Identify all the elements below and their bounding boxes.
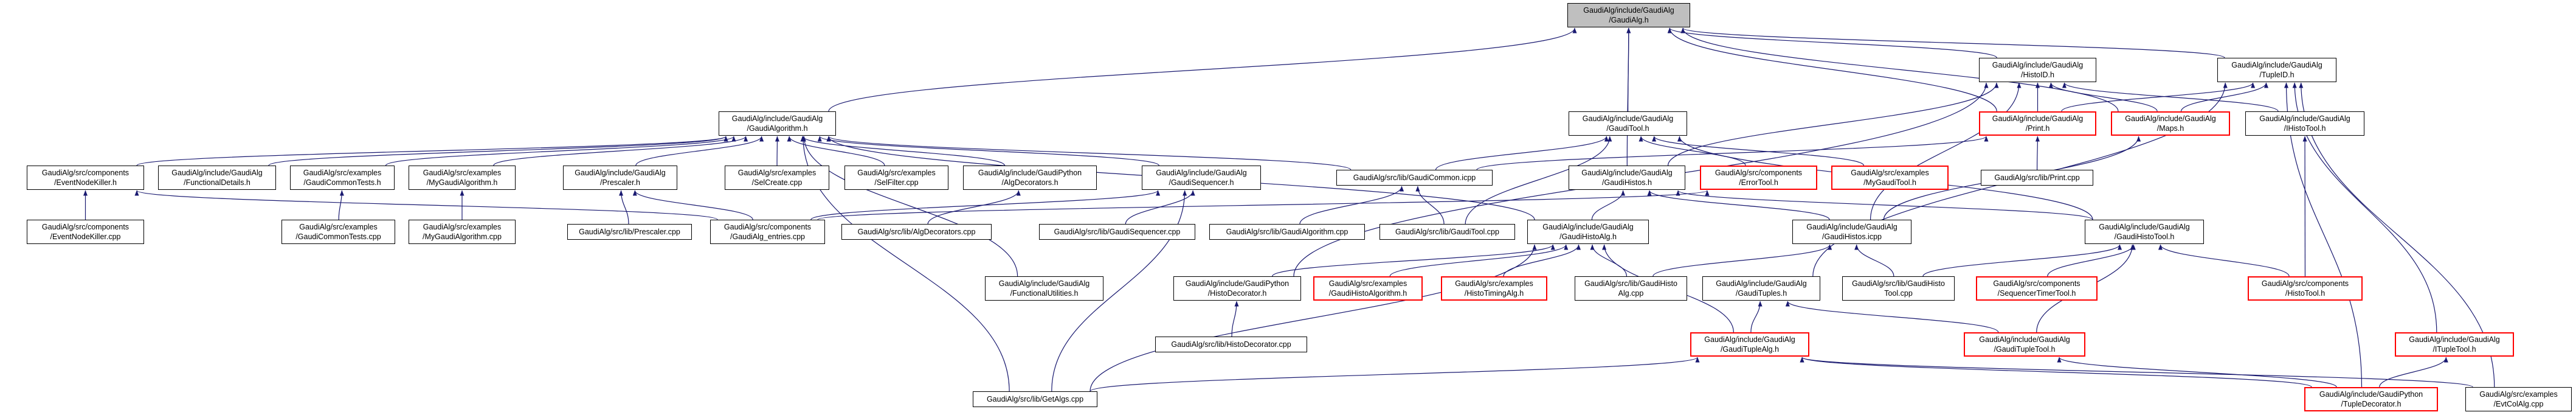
edge-gaudituplealg_h-to-gaudituples_h [1751,301,1760,332]
edge-gaudialg_entries_cpp-to-errortool_h [818,190,1707,220]
graph-node-gaudihistoalgorithm_h[interactable]: GaudiAlg/src/examples /GaudiHistoAlgorithm.h [1313,276,1423,301]
edge-gaudicommon_icpp-to-print_h [1477,136,1986,170]
graph-node-itupletool_h[interactable]: GaudiAlg/include/GaudiAlg /ITupleTool.h [2395,332,2514,357]
edge-gaudihistoalg_cpp-to-gaudihistoalg_h [1592,245,1626,276]
edge-sequencertimertool_h-to-gaudihistotool_h [2048,245,2134,276]
edge-histodecorator_h-to-gaudihistoalg_h [1272,245,1553,276]
graph-node-gaudihistos_icpp[interactable]: GaudiAlg/include/GaudiAlg /GaudiHistos.icpp [1792,220,1911,244]
graph-node-mygaudialgorithm_h[interactable]: GaudiAlg/src/examples /MyGaudiAlgorithm.h [409,166,516,190]
graph-node-gaudialg_entries_cpp[interactable]: GaudiAlg/src/components /GaudiAlg_entries.cpp [710,220,825,244]
edge-eventnodekiller_h-to-gaudialgorithm [137,136,726,166]
graph-node-evtcolalg_cpp[interactable]: GaudiAlg/src/examples /EvtColAlg.cpp [2465,387,2572,411]
edge-errortool_h-to-gauditool [1641,136,1746,166]
edge-getalgs_cpp-to-gaudituplealg_h [1090,357,1697,391]
graph-node-gaudisequencer_cpp[interactable]: GaudiAlg/src/lib/GaudiSequencer.cpp [1039,224,1195,240]
graph-node-mygaudialgorithm_cpp[interactable]: GaudiAlg/src/examples /MyGaudiAlgorithm.cpp [409,220,516,244]
edge-gaudialgorithm_cpp-to-gaudicommon_icpp [1300,186,1402,224]
graph-node-selfilter_cpp[interactable]: GaudiAlg/src/examples /SelFilter.cpp [844,166,948,190]
edge-gaudihistotool_cpp-to-gaudihistos_icpp [1857,245,1894,276]
edge-print_h-to-root [1670,28,1997,111]
graph-node-gaudituplealg_h[interactable]: GaudiAlg/include/GaudiAlg /GaudiTupleAlg.h [1690,332,1809,357]
edge-gauditool_cpp-to-gaudicommon_icpp [1418,186,1444,224]
edge-print_cpp-to-print_h [2037,136,2038,170]
graph-node-gaudihistotool_cpp[interactable]: GaudiAlg/src/lib/GaudiHisto Tool.cpp [1842,276,1955,301]
edge-gaudihistos_h-to-histoid [1668,83,1997,166]
graph-node-gaudihistoalg_h[interactable]: GaudiAlg/include/GaudiAlg /GaudiHistoAlg.h [1527,220,1649,244]
graph-node-gauditool[interactable]: GaudiAlg/include/GaudiAlg /GaudiTool.h [1569,111,1687,136]
graph-node-gaudialgorithm[interactable]: GaudiAlg/include/GaudiAlg /GaudiAlgorithm.h [719,111,836,136]
edge-histotool_h-to-gaudihistotool_h [2160,245,2289,276]
graph-node-gaudicommontests_cpp[interactable]: GaudiAlg/src/examples /GaudiCommonTests.cpp [281,220,395,244]
graph-node-gaudihistos_h[interactable]: GaudiAlg/include/GaudiAlg /GaudiHistos.h [1569,166,1685,190]
graph-node-histotiminalg_h[interactable]: GaudiAlg/src/examples /HistoTimingAlg.h [1441,276,1547,301]
graph-node-gauditool_cpp[interactable]: GaudiAlg/src/lib/GaudiTool.cpp [1380,224,1515,240]
edge-gaudihistos_icpp-to-gaudihistos_h [1649,190,1829,220]
edge-functionaldetails_h-to-gaudialgorithm [269,136,726,166]
edge-prescaler_cpp-to-prescaler_h [621,190,629,224]
graph-node-gaudicommon_icpp[interactable]: GaudiAlg/src/lib/GaudiCommon.icpp [1336,170,1493,186]
graph-node-gaudicommontests_h[interactable]: GaudiAlg/src/examples /GaudiCommonTests.h [290,166,395,190]
graph-node-functionalutilities_h[interactable]: GaudiAlg/include/GaudiAlg /FunctionalUtilities.h [985,276,1103,301]
graph-node-sequencertimertool_h[interactable]: GaudiAlg/src/components /SequencerTimerTool.h [1976,276,2098,301]
graph-node-selcreate_cpp[interactable]: GaudiAlg/src/examples /SelCreate.cpp [725,166,829,190]
edge-gaudicommon_icpp-to-gaudialgorithm [829,136,1351,170]
graph-node-gaudialgorithm_cpp[interactable]: GaudiAlg/src/lib/GaudiAlgorithm.cpp [1209,224,1365,240]
graph-node-root[interactable]: GaudiAlg/include/GaudiAlg /GaudiAlg.h [1567,3,1690,27]
graph-node-gaudisequencer_h[interactable]: GaudiAlg/include/GaudiAlg /GaudiSequencer.h [1142,166,1261,190]
graph-node-gaudihistoalg_cpp[interactable]: GaudiAlg/src/lib/GaudiHisto Alg.cpp [1575,276,1687,301]
edge-histodecorator_cpp-to-histodecorator_h [1232,301,1237,337]
edge-getalgs_cpp-to-gaudihistoalg_h [1090,245,1535,391]
graph-node-eventnodekiller_cpp[interactable]: GaudiAlg/src/components /EventNodeKiller.cpp [27,220,144,244]
graph-node-errortool_h[interactable]: GaudiAlg/src/components /ErrorTool.h [1700,166,1817,190]
edge-gaudialg_entries_cpp-to-gaudisequencer_h [811,190,1158,220]
graph-node-gaudihistotool_h[interactable]: GaudiAlg/include/GaudiAlg /GaudiHistoTool.h [2085,220,2204,244]
graph-node-histodecorator_cpp[interactable]: GaudiAlg/src/lib/HistoDecorator.cpp [1155,337,1307,352]
graph-node-mygauditool_h[interactable]: GaudiAlg/src/examples /MyGaudiTool.h [1831,166,1949,190]
edge-gaudicommontests_cpp-to-gaudicommontests_h [339,190,342,220]
edge-functionalutilities_h-to-gaudialgorithm [804,136,1017,276]
graph-node-getalgs_cpp[interactable]: GaudiAlg/src/lib/GetAlgs.cpp [973,391,1097,407]
graph-node-tupleid[interactable]: GaudiAlg/include/GaudiAlg /TupleID.h [2217,58,2336,82]
graph-node-prescaler_cpp[interactable]: GaudiAlg/src/lib/Prescaler.cpp [567,224,692,240]
edge-mygauditool_h-to-gauditool [1654,136,1864,166]
graph-node-gaudituples_h[interactable]: GaudiAlg/include/GaudiAlg /GaudiTuples.h [1702,276,1820,301]
graph-node-algdecorators_h[interactable]: GaudiAlg/include/GaudiPython /AlgDecorators.h [963,166,1097,190]
edge-maps_h-to-tupleid [2181,83,2267,111]
edge-gaudialgorithm-to-root [829,28,1575,111]
edge-gaudialg_entries_cpp-to-eventnodekiller_h [137,190,717,220]
edge-gaudicommon_icpp-to-gauditool [1436,136,1607,170]
graph-node-prescaler_h[interactable]: GaudiAlg/include/GaudiAlg /Prescaler.h [563,166,677,190]
graph-node-histotool_h[interactable]: GaudiAlg/src/components /HistoTool.h [2248,276,2363,301]
edge-maps_h-to-histoid [2051,83,2157,111]
graph-node-algdecorators_cpp[interactable]: GaudiAlg/src/lib/AlgDecorators.cpp [841,224,992,240]
graph-node-functionaldetails_h[interactable]: GaudiAlg/include/GaudiAlg /FunctionalDetails.h [158,166,276,190]
edge-evtcolalg_cpp-to-gaudituplealg_h [1802,357,2473,387]
graph-node-ihistotool_h[interactable]: GaudiAlg/include/GaudiAlg /IHistoTool.h [2245,111,2364,136]
graph-node-gaudituplettool_h[interactable]: GaudiAlg/include/GaudiAlg /GaudiTupleTool.h [1964,332,2085,357]
graph-node-eventnodekiller_h[interactable]: GaudiAlg/src/components /EventNodeKiller.h [27,166,144,190]
edge-gaudihistoalg_cpp-to-gaudihistos_icpp [1653,245,1830,276]
edge-tupledecorator_h-to-itupletool_h [2380,357,2447,387]
graph-node-print_cpp[interactable]: GaudiAlg/src/lib/Print.cpp [1981,170,2093,186]
edge-gaudituplettool_h-to-gaudituples_h [1787,301,1998,332]
graph-node-print_h[interactable]: GaudiAlg/include/GaudiAlg /Print.h [1979,111,2096,136]
edge-gaudihistos_h-to-root [1627,28,1628,166]
graph-node-histoid[interactable]: GaudiAlg/include/GaudiAlg /HistoID.h [1979,58,2096,82]
graph-node-tupledecorator_h[interactable]: GaudiAlg/include/GaudiPython /TupleDecorator.h [2304,387,2438,411]
edge-gaudihistoalg_h-to-gaudihistos_h [1592,190,1623,220]
graph-node-histodecorator_h[interactable]: GaudiAlg/include/GaudiPython /HistoDecorator.h [1173,276,1301,301]
edge-tupledecorator_h-to-gaudituplealg_h [1802,357,2312,387]
graph-node-maps_h[interactable]: GaudiAlg/include/GaudiAlg /Maps.h [2111,111,2230,136]
edge-tupledecorator_h-to-gaudituplettool_h [2059,357,2336,387]
